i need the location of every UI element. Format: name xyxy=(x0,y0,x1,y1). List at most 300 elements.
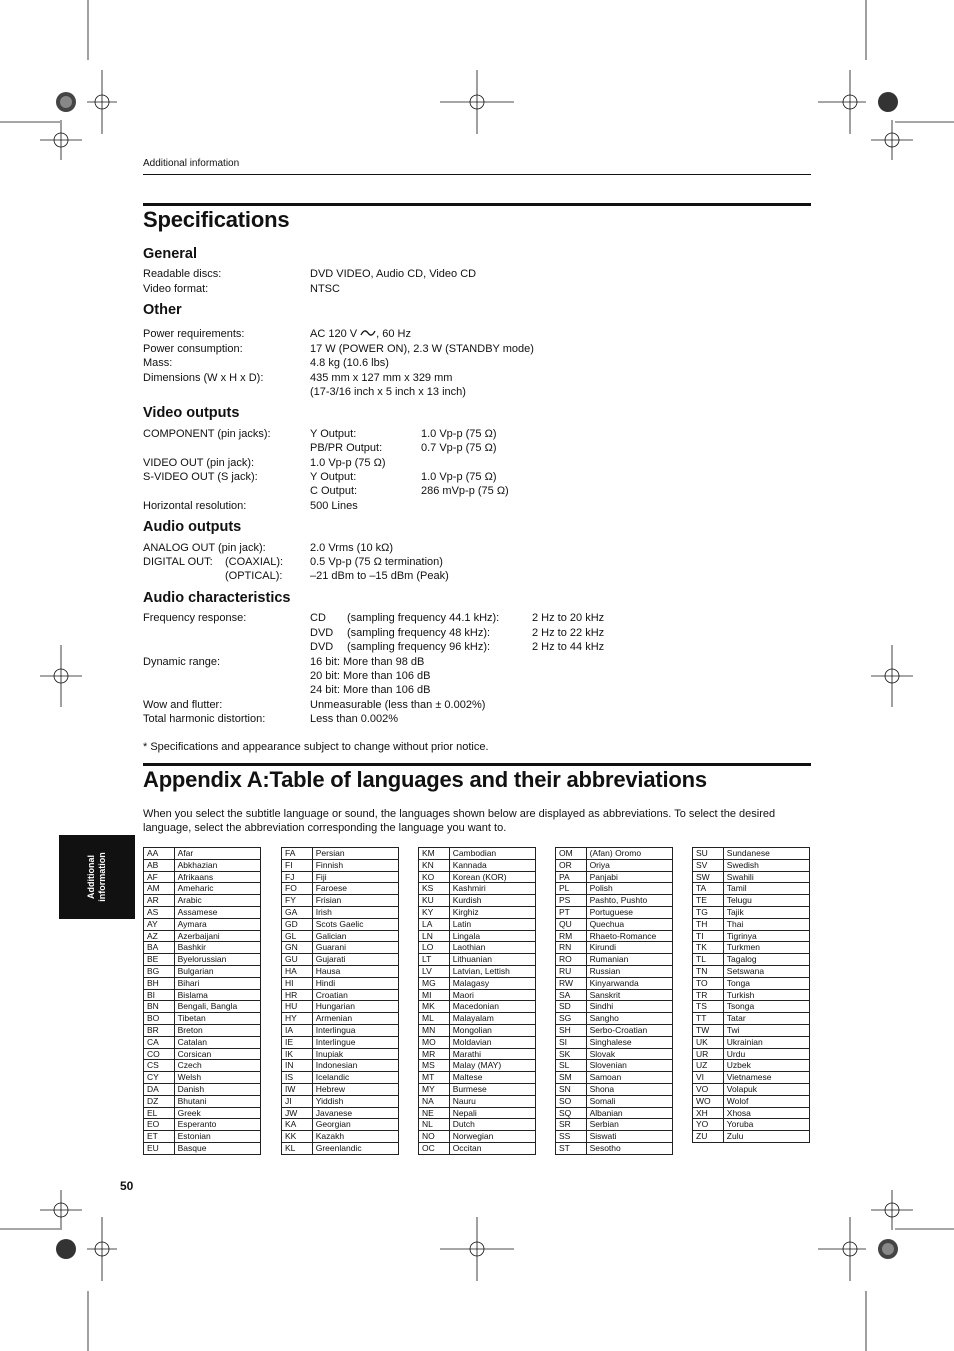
spec-value: DVD VIDEO, Audio CD, Video CD xyxy=(310,268,477,280)
language-name: Assamese xyxy=(174,906,260,918)
language-name: Turkish xyxy=(723,989,809,1001)
language-name: Guarani xyxy=(312,942,398,954)
language-name: Rumanian xyxy=(586,954,672,966)
language-code: TL xyxy=(693,954,724,966)
general-heading: General xyxy=(143,246,197,262)
language-code: PA xyxy=(556,871,587,883)
language-code: TE xyxy=(693,895,724,907)
crosshair-mark-icon xyxy=(87,70,117,134)
language-name: Polish xyxy=(586,883,672,895)
language-code: FA xyxy=(282,848,313,860)
language-name: Ukrainian xyxy=(723,1036,809,1048)
language-code: TG xyxy=(693,906,724,918)
crosshair-mark-icon xyxy=(871,1190,913,1230)
language-code: UR xyxy=(693,1048,724,1060)
spec-label: Wow and flutter: xyxy=(143,699,223,711)
language-code: BH xyxy=(144,977,175,989)
freq-desc: (sampling frequency 48 kHz): xyxy=(347,627,491,639)
language-name: Sundanese xyxy=(723,848,809,860)
language-code: SL xyxy=(556,1060,587,1072)
spec-value: 0.5 Vp-p (75 Ω termination) xyxy=(310,556,443,568)
power-voltage: AC 120 V xyxy=(310,328,358,340)
language-code: EU xyxy=(144,1142,175,1154)
language-code: UK xyxy=(693,1036,724,1048)
language-code: NE xyxy=(419,1107,450,1119)
language-name: Maori xyxy=(449,989,535,1001)
spec-value: 20 bit: More than 106 dB xyxy=(310,670,431,682)
spec-label: DIGITAL OUT: xyxy=(143,556,213,568)
language-name: Interlingua xyxy=(312,1024,398,1036)
language-name: Bhutani xyxy=(174,1095,260,1107)
language-code: RU xyxy=(556,965,587,977)
language-code: AA xyxy=(144,848,175,860)
spec-sublabel: C Output: xyxy=(310,485,358,497)
language-code: GL xyxy=(282,930,313,942)
language-code: RO xyxy=(556,954,587,966)
language-code: HY xyxy=(282,1013,313,1025)
language-code: HU xyxy=(282,1001,313,1013)
freq-desc: (sampling frequency 44.1 kHz): xyxy=(347,612,500,624)
language-name: Vietnamese xyxy=(723,1072,809,1084)
language-name: Greenlandic xyxy=(312,1142,398,1154)
language-name: Scots Gaelic xyxy=(312,918,398,930)
language-name: Portuguese xyxy=(586,906,672,918)
language-code: MG xyxy=(419,977,450,989)
language-code: KA xyxy=(282,1119,313,1131)
spec-value: 1.0 Vp-p (75 Ω) xyxy=(421,471,497,483)
spec-value: 1.0 Vp-p (75 Ω) xyxy=(310,457,386,469)
crosshair-mark-icon xyxy=(40,1190,82,1230)
language-code: LA xyxy=(419,918,450,930)
language-code: BR xyxy=(144,1024,175,1036)
section-header: Additional information xyxy=(143,158,240,169)
crosshair-mark-icon xyxy=(87,1217,117,1281)
spec-sublabel: Y Output: xyxy=(310,471,357,483)
language-code: RN xyxy=(556,942,587,954)
language-code: AZ xyxy=(144,930,175,942)
language-name: Javanese xyxy=(312,1107,398,1119)
language-code: HR xyxy=(282,989,313,1001)
registration-dot-icon xyxy=(878,92,898,112)
language-name: Singhalese xyxy=(586,1036,672,1048)
language-code: OC xyxy=(419,1142,450,1154)
language-name: Sangho xyxy=(586,1013,672,1025)
language-code: NO xyxy=(419,1131,450,1143)
language-code: FY xyxy=(282,895,313,907)
language-code: AF xyxy=(144,871,175,883)
language-code: MS xyxy=(419,1060,450,1072)
language-code: IE xyxy=(282,1036,313,1048)
language-name: Slovak xyxy=(586,1048,672,1060)
language-name: Occitan xyxy=(449,1142,535,1154)
language-name: Tsonga xyxy=(723,1001,809,1013)
language-code: AS xyxy=(144,906,175,918)
language-name: Tagalog xyxy=(723,954,809,966)
language-code: BN xyxy=(144,1001,175,1013)
language-name: Serbo-Croatian xyxy=(586,1024,672,1036)
language-code: AB xyxy=(144,859,175,871)
language-name: Gujarati xyxy=(312,954,398,966)
registration-dot-icon xyxy=(56,92,76,112)
language-name: Uzbek xyxy=(723,1060,809,1072)
language-code: EO xyxy=(144,1119,175,1131)
spec-value: 17 W (POWER ON), 2.3 W (STANDBY mode) xyxy=(310,343,534,355)
language-name: Swedish xyxy=(723,859,809,871)
spec-value: 2.0 Vrms (10 kΩ) xyxy=(310,542,393,554)
language-code: NA xyxy=(419,1095,450,1107)
language-code: WO xyxy=(693,1095,724,1107)
crosshair-mark-icon xyxy=(440,1217,514,1281)
language-code: FO xyxy=(282,883,313,895)
language-name: Azerbaijani xyxy=(174,930,260,942)
language-code: OM xyxy=(556,848,587,860)
language-name: Breton xyxy=(174,1024,260,1036)
language-code: ST xyxy=(556,1142,587,1154)
language-code: AR xyxy=(144,895,175,907)
language-name: Bihari xyxy=(174,977,260,989)
language-name: Ameharic xyxy=(174,883,260,895)
language-code: TA xyxy=(693,883,724,895)
language-code: BI xyxy=(144,989,175,1001)
language-code: PT xyxy=(556,906,587,918)
language-code: GU xyxy=(282,954,313,966)
language-code: PS xyxy=(556,895,587,907)
spec-value: 435 mm x 127 mm x 329 mm xyxy=(310,372,453,384)
freq-format: DVD xyxy=(310,641,334,653)
other-heading: Other xyxy=(143,302,182,318)
language-code: IN xyxy=(282,1060,313,1072)
video-heading: Video outputs xyxy=(143,405,240,421)
spec-sublabel: (COAXIAL): xyxy=(225,556,284,568)
language-code: LT xyxy=(419,954,450,966)
language-code: SG xyxy=(556,1013,587,1025)
language-name: Tajik xyxy=(723,906,809,918)
spec-value: 0.7 Vp-p (75 Ω) xyxy=(421,442,497,454)
language-code: MN xyxy=(419,1024,450,1036)
language-code: SQ xyxy=(556,1107,587,1119)
spec-value: 4.8 kg (10.6 lbs) xyxy=(310,357,389,369)
language-code: CA xyxy=(144,1036,175,1048)
language-code: ZU xyxy=(693,1131,724,1143)
language-code: RM xyxy=(556,930,587,942)
spec-label: VIDEO OUT (pin jack): xyxy=(143,457,255,469)
language-code: NL xyxy=(419,1119,450,1131)
language-code: KO xyxy=(419,871,450,883)
language-name: Tatar xyxy=(723,1013,809,1025)
registration-dot-icon xyxy=(878,1239,898,1259)
language-name: Somali xyxy=(586,1095,672,1107)
language-name: Malay (MAY) xyxy=(449,1060,535,1072)
spec-value: –21 dBm to –15 dBm (Peak) xyxy=(310,570,449,582)
language-code: HI xyxy=(282,977,313,989)
language-name: (Afan) Oromo xyxy=(586,848,672,860)
spec-label: Dimensions (W x H x D): xyxy=(143,372,264,384)
language-code: FJ xyxy=(282,871,313,883)
language-name: Moldavian xyxy=(449,1036,535,1048)
appendix-intro: When you select the subtitle language or sound, the languages shown below are displayed as abbreviations. To select the desired language, select the abbreviation corresponding the language you want to. xyxy=(143,808,776,834)
language-code: GN xyxy=(282,942,313,954)
language-code: LV xyxy=(419,965,450,977)
language-code: KN xyxy=(419,859,450,871)
language-name: Hungarian xyxy=(312,1001,398,1013)
language-name: Kirundi xyxy=(586,942,672,954)
language-code: SA xyxy=(556,989,587,1001)
language-name: Czech xyxy=(174,1060,260,1072)
page-title: Specifications xyxy=(143,207,290,232)
language-code: QU xyxy=(556,918,587,930)
registration-dot-icon xyxy=(56,1239,76,1259)
spec-label: COMPONENT (pin jacks): xyxy=(143,428,271,440)
spec-value: 24 bit: More than 106 dB xyxy=(310,684,431,696)
language-name: Cambodian xyxy=(449,848,535,860)
language-name: Tigrinya xyxy=(723,930,809,942)
language-name: Yiddish xyxy=(312,1095,398,1107)
language-name: Tamil xyxy=(723,883,809,895)
appendix-title: Appendix A:Table of languages and their abbreviations xyxy=(143,767,707,792)
spec-label: ANALOG OUT (pin jack): xyxy=(143,542,266,554)
spec-value: Unmeasurable (less than ± 0.002%) xyxy=(310,699,486,711)
language-code: BG xyxy=(144,965,175,977)
language-code: OR xyxy=(556,859,587,871)
language-code: TK xyxy=(693,942,724,954)
language-code: MR xyxy=(419,1048,450,1060)
language-code: TW xyxy=(693,1024,724,1036)
language-name: Panjabi xyxy=(586,871,672,883)
language-code: GA xyxy=(282,906,313,918)
language-name: Hebrew xyxy=(312,1083,398,1095)
language-name: Hindi xyxy=(312,977,398,989)
spec-value: Less than 0.002% xyxy=(310,713,399,725)
language-name: Bulgarian xyxy=(174,965,260,977)
language-name: Burmese xyxy=(449,1083,535,1095)
spec-label: Video format: xyxy=(143,283,209,295)
language-name: Norwegian xyxy=(449,1131,535,1143)
spec-value: 500 Lines xyxy=(310,500,358,512)
crosshair-mark-icon xyxy=(818,70,866,134)
spec-label: Total harmonic distortion: xyxy=(143,713,266,725)
spec-value: 16 bit: More than 98 dB xyxy=(310,656,425,668)
language-code: TT xyxy=(693,1013,724,1025)
language-code: JI xyxy=(282,1095,313,1107)
language-code: ET xyxy=(144,1131,175,1143)
language-code: HA xyxy=(282,965,313,977)
language-name: Nepali xyxy=(449,1107,535,1119)
spec-label: S-VIDEO OUT (S jack): xyxy=(143,471,258,483)
language-code: PL xyxy=(556,883,587,895)
language-name: Macedonian xyxy=(449,1001,535,1013)
language-name: Sesotho xyxy=(586,1142,672,1154)
language-name: Finnish xyxy=(312,859,398,871)
language-code: LO xyxy=(419,942,450,954)
language-name: Dutch xyxy=(449,1119,535,1131)
language-name: Zulu xyxy=(723,1131,809,1143)
language-name: Siswati xyxy=(586,1131,672,1143)
crosshair-mark-icon xyxy=(440,70,514,134)
language-code: UZ xyxy=(693,1060,724,1072)
language-name: Corsican xyxy=(174,1048,260,1060)
crosshair-mark-icon xyxy=(40,120,82,160)
language-name: Korean (KOR) xyxy=(449,871,535,883)
language-name: Malayalam xyxy=(449,1013,535,1025)
language-code: MO xyxy=(419,1036,450,1048)
language-name: Kashmiri xyxy=(449,883,535,895)
language-code: AM xyxy=(144,883,175,895)
language-name: Interlingue xyxy=(312,1036,398,1048)
language-name: Malagasy xyxy=(449,977,535,989)
language-code: BO xyxy=(144,1013,175,1025)
freq-format: DVD xyxy=(310,627,334,639)
language-code: GD xyxy=(282,918,313,930)
language-name: Inupiak xyxy=(312,1048,398,1060)
language-code: KM xyxy=(419,848,450,860)
crosshair-mark-icon xyxy=(871,645,913,707)
spec-label: Power requirements: xyxy=(143,328,245,340)
language-name: Telugu xyxy=(723,895,809,907)
language-name: Arabic xyxy=(174,895,260,907)
language-name: Laothian xyxy=(449,942,535,954)
language-code: CO xyxy=(144,1048,175,1060)
spec-label: Dynamic range: xyxy=(143,656,221,668)
language-name: Danish xyxy=(174,1083,260,1095)
freq-range: 2 Hz to 20 kHz xyxy=(532,612,605,624)
language-name: Croatian xyxy=(312,989,398,1001)
language-code: BE xyxy=(144,954,175,966)
spec-value: 1.0 Vp-p (75 Ω) xyxy=(421,428,497,440)
language-code: KL xyxy=(282,1142,313,1154)
language-code: CY xyxy=(144,1072,175,1084)
language-code: CS xyxy=(144,1060,175,1072)
language-code: IS xyxy=(282,1072,313,1084)
language-name: Albanian xyxy=(586,1107,672,1119)
language-code: XH xyxy=(693,1107,724,1119)
language-code: VO xyxy=(693,1083,724,1095)
language-code: SD xyxy=(556,1001,587,1013)
language-name: Nauru xyxy=(449,1095,535,1107)
language-name: Urdu xyxy=(723,1048,809,1060)
language-name: Kazakh xyxy=(312,1131,398,1143)
language-code: BA xyxy=(144,942,175,954)
language-code: RW xyxy=(556,977,587,989)
language-code: SM xyxy=(556,1072,587,1084)
language-name: Fiji xyxy=(312,871,398,883)
language-code: SO xyxy=(556,1095,587,1107)
language-code: SK xyxy=(556,1048,587,1060)
language-code: TS xyxy=(693,1001,724,1013)
audio-char-heading: Audio characteristics xyxy=(143,590,291,606)
language-name: Xhosa xyxy=(723,1107,809,1119)
language-code: TI xyxy=(693,930,724,942)
language-name: Latin xyxy=(449,918,535,930)
language-code: SS xyxy=(556,1131,587,1143)
language-code: SR xyxy=(556,1119,587,1131)
language-name: Esperanto xyxy=(174,1119,260,1131)
language-code: TN xyxy=(693,965,724,977)
language-name: Sanskrit xyxy=(586,989,672,1001)
language-name: Abkhazian xyxy=(174,859,260,871)
language-code: DZ xyxy=(144,1095,175,1107)
language-code: IW xyxy=(282,1083,313,1095)
language-name: Tonga xyxy=(723,977,809,989)
language-code: JW xyxy=(282,1107,313,1119)
language-code: TO xyxy=(693,977,724,989)
spec-sublabel: Y Output: xyxy=(310,428,357,440)
language-name: Hausa xyxy=(312,965,398,977)
crosshair-mark-icon xyxy=(871,120,913,160)
language-code: DA xyxy=(144,1083,175,1095)
language-code: KK xyxy=(282,1131,313,1143)
language-name: Setswana xyxy=(723,965,809,977)
language-name: Bislama xyxy=(174,989,260,1001)
language-code: TH xyxy=(693,918,724,930)
language-name: Kannada xyxy=(449,859,535,871)
language-code: SW xyxy=(693,871,724,883)
spec-value: (17-3/16 inch x 5 inch x 13 inch) xyxy=(310,386,466,398)
spec-label: Readable discs: xyxy=(143,268,222,280)
language-name: Icelandic xyxy=(312,1072,398,1084)
language-code: TR xyxy=(693,989,724,1001)
language-name: Bengali, Bangla xyxy=(174,1001,260,1013)
language-code: FI xyxy=(282,859,313,871)
language-name: Latvian, Lettish xyxy=(449,965,535,977)
language-name: Twi xyxy=(723,1024,809,1036)
language-code: EL xyxy=(144,1107,175,1119)
freq-desc: (sampling frequency 96 kHz): xyxy=(347,641,491,653)
language-name: Oriya xyxy=(586,859,672,871)
language-name: Slovenian xyxy=(586,1060,672,1072)
language-name: Faroese xyxy=(312,883,398,895)
freq-range: 2 Hz to 44 kHz xyxy=(532,641,605,653)
language-code: SI xyxy=(556,1036,587,1048)
crosshair-mark-icon xyxy=(818,1217,866,1281)
language-code: KS xyxy=(419,883,450,895)
spec-sublabel: (OPTICAL): xyxy=(225,570,283,582)
language-name: Frisian xyxy=(312,895,398,907)
language-name: Tibetan xyxy=(174,1013,260,1025)
language-name: Samoan xyxy=(586,1072,672,1084)
language-code: KY xyxy=(419,906,450,918)
language-name: Volapuk xyxy=(723,1083,809,1095)
language-code: MT xyxy=(419,1072,450,1084)
language-code: AY xyxy=(144,918,175,930)
spec-label: Horizontal resolution: xyxy=(143,500,247,512)
language-name: Maltese xyxy=(449,1072,535,1084)
language-code: VI xyxy=(693,1072,724,1084)
language-name: Kirghiz xyxy=(449,906,535,918)
language-code: MI xyxy=(419,989,450,1001)
language-code: ML xyxy=(419,1013,450,1025)
language-name: Basque xyxy=(174,1142,260,1154)
language-name: Russian xyxy=(586,965,672,977)
language-name: Mongolian xyxy=(449,1024,535,1036)
language-name: Bashkir xyxy=(174,942,260,954)
language-code: YO xyxy=(693,1119,724,1131)
footnote: * Specifications and appearance subject to change without prior notice. xyxy=(143,741,489,753)
language-name: Afrikaans xyxy=(174,871,260,883)
language-name: Swahili xyxy=(723,871,809,883)
language-name: Greek xyxy=(174,1107,260,1119)
language-name: Rhaeto-Romance xyxy=(586,930,672,942)
language-name: Afar xyxy=(174,848,260,860)
language-name: Welsh xyxy=(174,1072,260,1084)
language-name: Lithuanian xyxy=(449,954,535,966)
language-name: Armenian xyxy=(312,1013,398,1025)
language-name: Aymara xyxy=(174,918,260,930)
language-name: Lingala xyxy=(449,930,535,942)
spec-label: Power consumption: xyxy=(143,343,243,355)
language-code: LN xyxy=(419,930,450,942)
language-name: Kurdish xyxy=(449,895,535,907)
language-name: Turkmen xyxy=(723,942,809,954)
